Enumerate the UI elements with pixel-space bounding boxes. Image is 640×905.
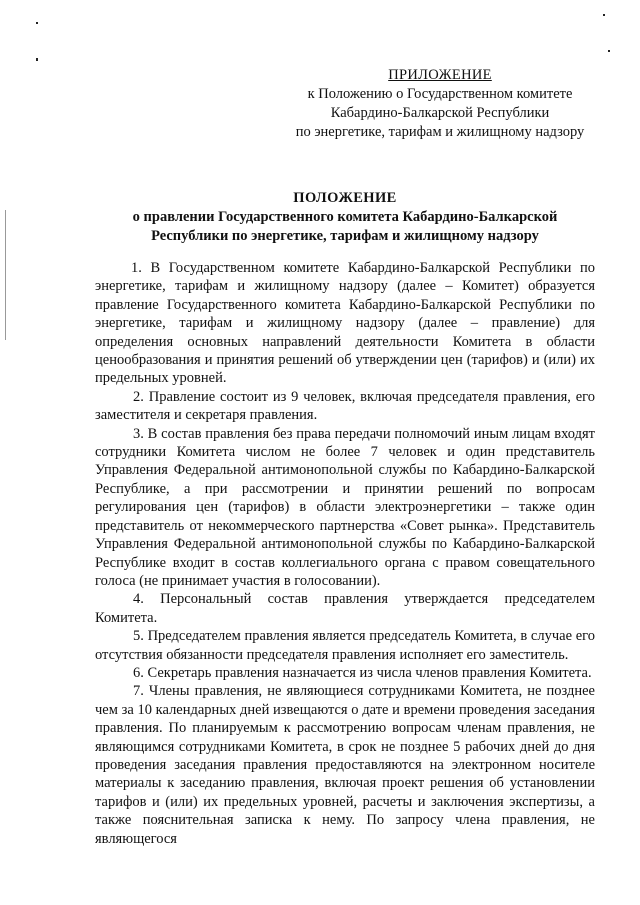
scan-speck xyxy=(608,50,610,52)
paragraph-5: 5. Председателем правления является председатель Комитета, в случае его отсутствия обязанности председателя правления исполняет его заместитель. xyxy=(95,628,595,663)
paragraph-3: 3. В состав правления без права передачи полномочий иным лицам входят сотрудники Комитета числом не более 7 человек и один представитель Управления Федеральной антимонопольной службы по Кабардино-Балкарской Республике, а при рассмотрении и принятии решений по вопросам регулирования цен (тарифов) в области электроэнергетики – также один представитель от некоммерческого партнерства «Совет рынка». Представитель Управления Федеральной антимонопольной службы по Кабардино-Балкарской Республике входит в состав коллегиального органа с правом совещательного голоса (не принимает участия в голосовании). xyxy=(95,425,595,589)
paragraph-2: 2. Правление состоит из 9 человек, включая председателя правления, его заместителя и секретаря правления. xyxy=(95,388,595,424)
appendix-header xyxy=(270,66,610,142)
scan-speck xyxy=(36,58,38,61)
scan-speck xyxy=(36,22,38,24)
paragraph-7: 7. Члены правления, не являющиеся сотрудниками Комитета, не позднее чем за 10 календарных дней извещаются о дате и времени проведения заседания правления. По планируемым к рассмотрению вопросам членам правления, не являющимся сотрудниками Комитета, в срок не позднее 5 рабочих дней до дня проведения заседания правления предоставляются на электронном носителе материалы к заседанию правления, включая проект решения об установлении тарифов и (или) их предельных уровней, расчеты и заключения экспертизы, а также пояснительная записка к нему. По запросу члена правления, не являющегося xyxy=(95,683,595,847)
paragraph-4: 4. Персональный состав правления утверждается председателем Комитета. xyxy=(95,591,595,626)
document-subtitle-line: о правлении Государственного комитета Кабардино-Балкарской xyxy=(132,209,558,225)
document-subtitle-line: Республики по энергетике, тарифам и жилищному надзору xyxy=(151,228,539,244)
scan-speck xyxy=(603,14,605,16)
appendix-line: Кабардино-Балкарской Республики xyxy=(330,105,550,121)
paragraph-1: 1. В Государственном комитете Кабардино-Балкарской Республики по энергетике, тарифам и жилищному надзору (далее – Комитет) образуется правление Государственного комитета Кабардино-Балкарской Республики по энергетике, тарифам и жилищному надзору (далее – правление) для определения основных направлений деятельности Комитета в области ценообразования и принятия решений об утверждении цен (тарифов) и (или) их предельных уровней. xyxy=(95,260,595,387)
appendix-line: к Положению о Государственном комитете xyxy=(307,86,573,102)
paragraph-6: 6. Секретарь правления назначается из числа членов правления Комитета. xyxy=(133,664,592,681)
document-body xyxy=(95,259,595,848)
appendix-line: по энергетике, тарифам и жилищному надзору xyxy=(295,124,585,140)
appendix-title: ПРИЛОЖЕНИЕ xyxy=(388,67,492,83)
document-heading xyxy=(95,189,595,246)
scan-edge-line xyxy=(5,210,6,340)
document-title: ПОЛОЖЕНИЕ xyxy=(293,190,397,206)
